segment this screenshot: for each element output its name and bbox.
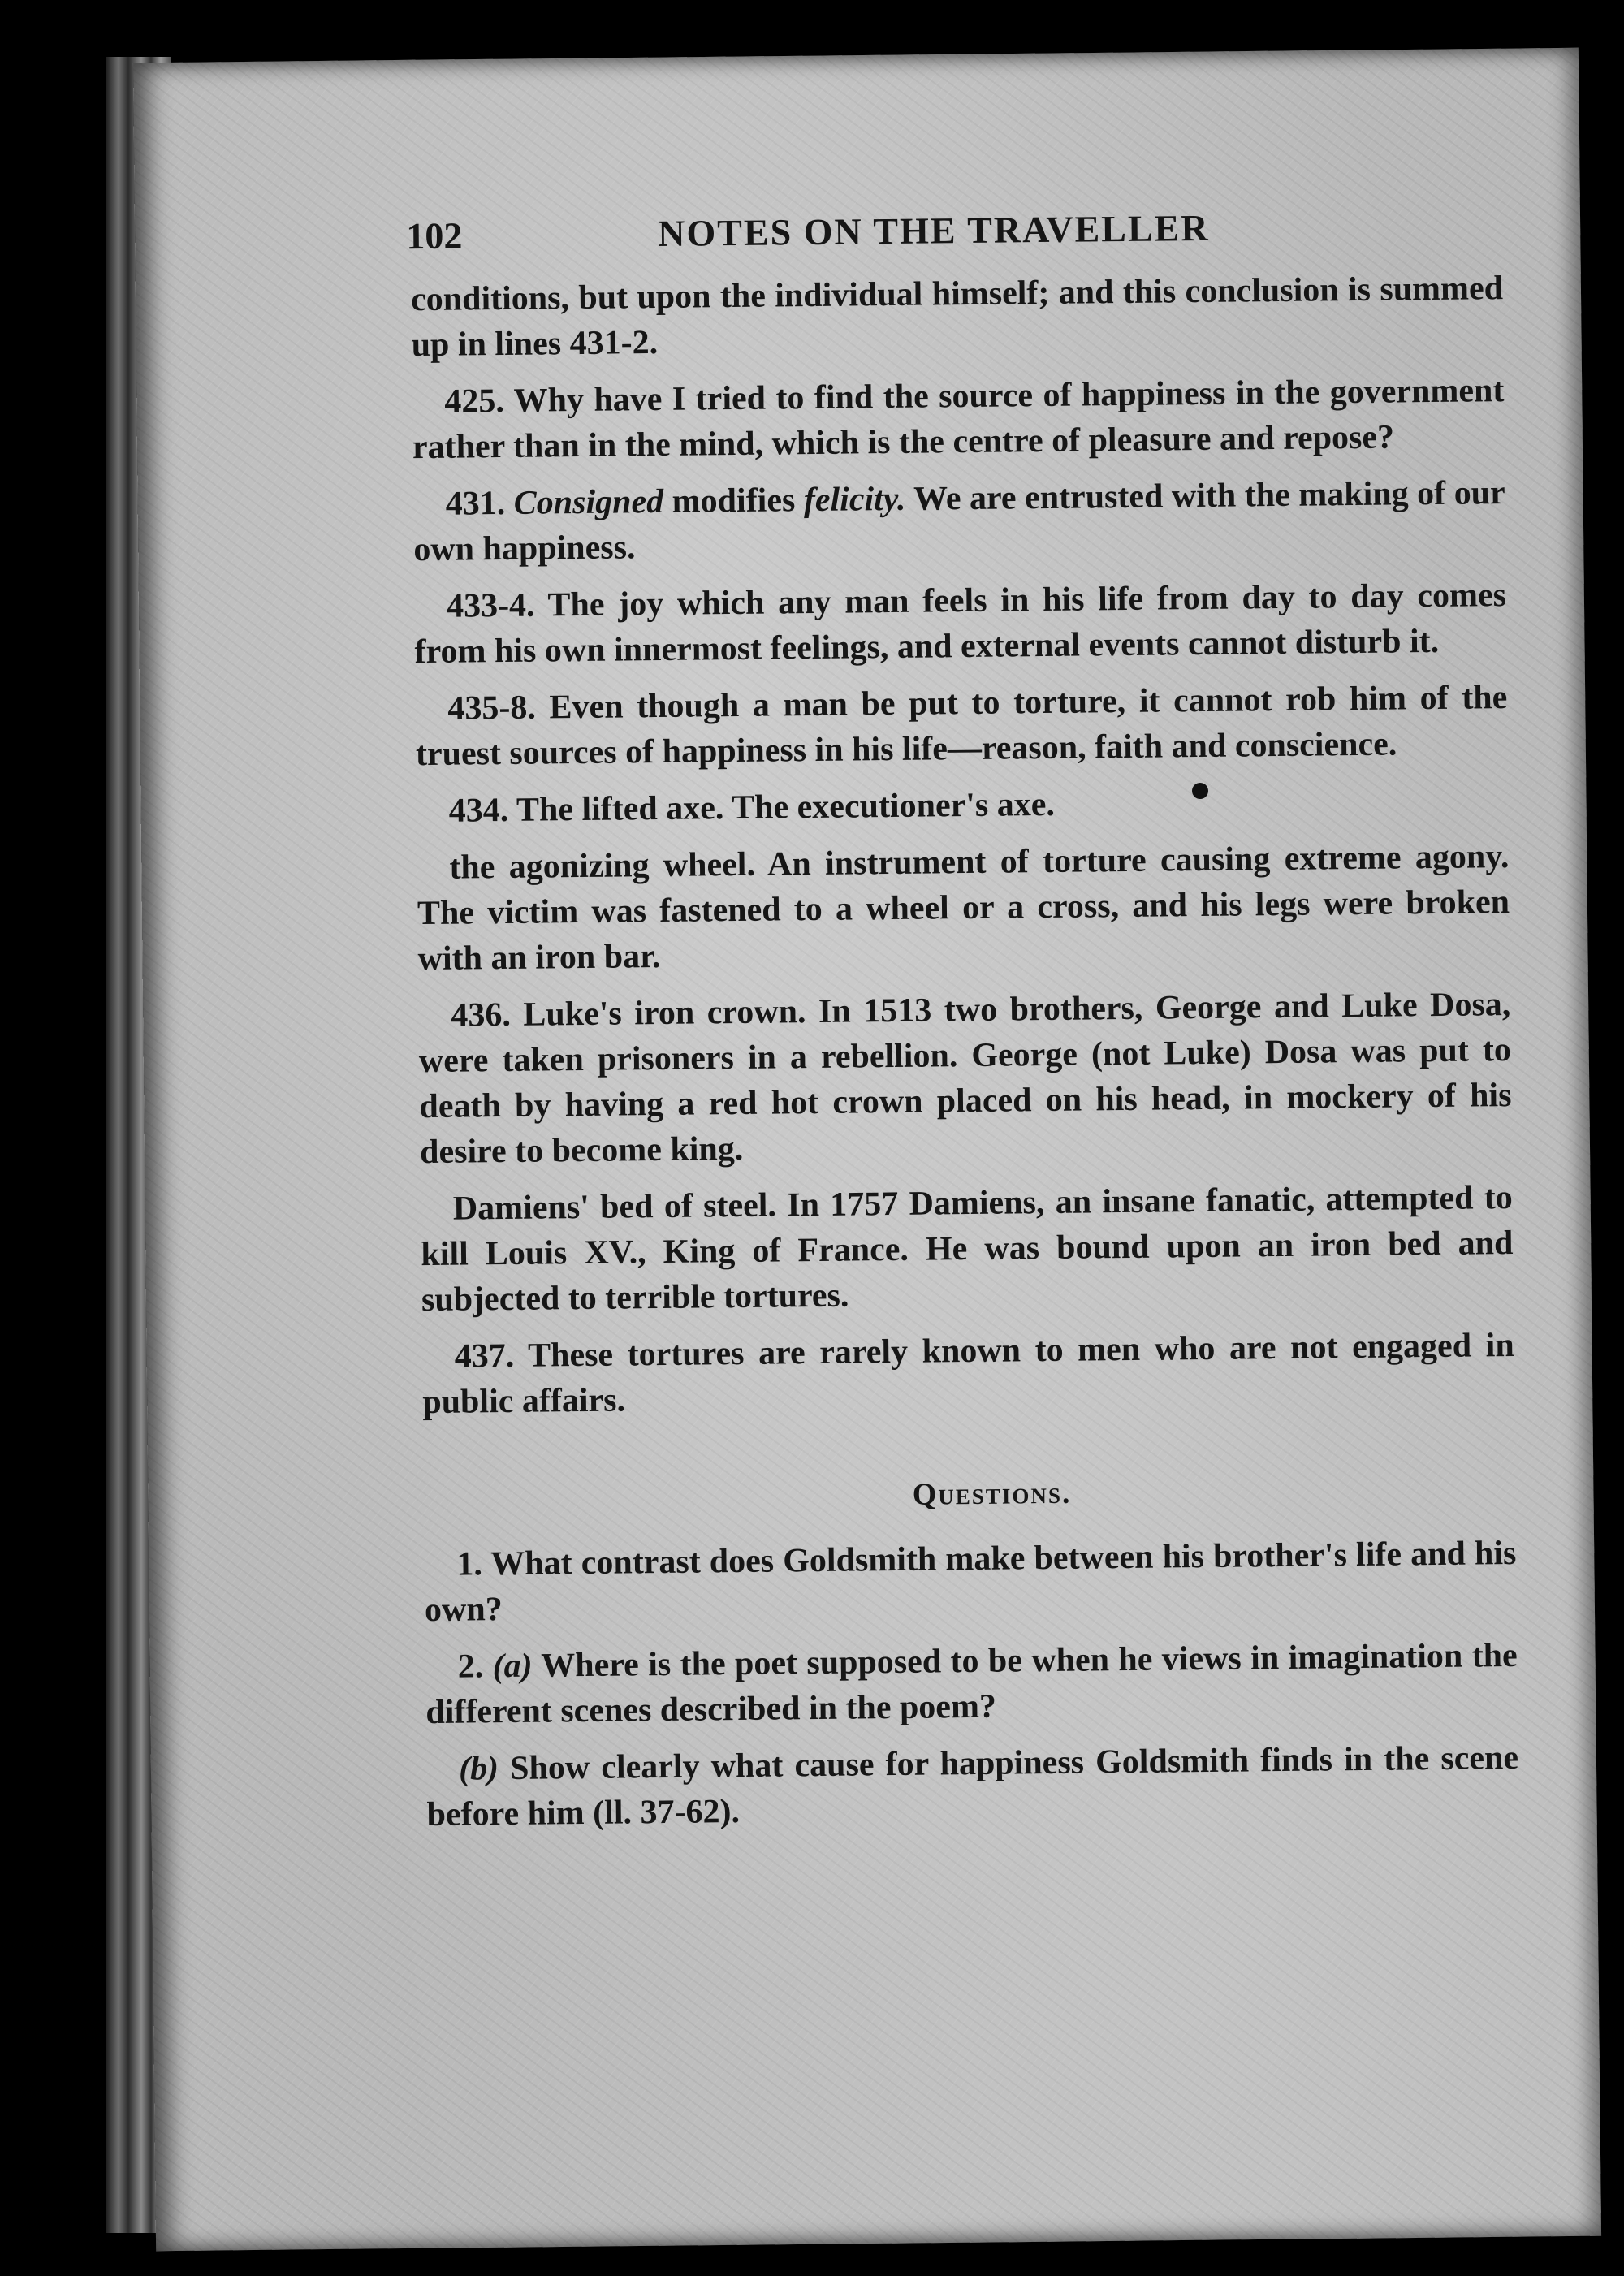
- note-ref: 437.: [454, 1337, 515, 1376]
- note-text: In 1513 two brothers, George and Luke Dosa, were taken prisoners in a rebellion. George (not Luke) Dosa was put to death by having a red hot crown placed on his head, in mockery of his desire to become king.: [418, 986, 1512, 1172]
- note-text: In 1757 Damiens, an insane fanatic, attempted to kill Louis XV., King of France. He was bound upon an iron bed and subjected to terrible tortures.: [421, 1179, 1514, 1319]
- question-ref: 1.: [456, 1545, 483, 1583]
- note-437: [279, 1323, 1514, 1427]
- question-sub: (b): [458, 1750, 499, 1788]
- note-term: Consigned: [513, 482, 664, 522]
- note-431: [270, 470, 1505, 574]
- note-435-8: [273, 675, 1508, 779]
- note-425: [270, 368, 1505, 472]
- note-agonizing-wheel: [274, 834, 1510, 983]
- note-ref: 435-8.: [447, 689, 537, 728]
- note-ref: 431.: [445, 484, 506, 523]
- note-text: The executioner's axe.: [731, 785, 1056, 827]
- note-term: The lifted axe.: [516, 789, 724, 829]
- note-433-4: [272, 572, 1507, 676]
- note-text: Why have I tried to find the source of happiness in the government rather than in the mind, which is the centre of pleasure and repose?: [412, 372, 1505, 467]
- questions-heading: Questions.: [912, 1475, 1072, 1512]
- question-sub: (a): [492, 1647, 533, 1686]
- note-434: [274, 777, 1509, 836]
- note-term: the agonizing wheel.: [449, 845, 756, 887]
- note-ref: 436.: [451, 995, 512, 1034]
- note-436: [276, 982, 1512, 1177]
- note-term: Luke's iron crown.: [523, 993, 806, 1034]
- question-text: Show clearly what cause for happiness Goldsmith finds in the scene before him (ll. 37-62).: [426, 1738, 1519, 1834]
- note-term: felicity.: [803, 480, 906, 520]
- paragraph-text: conditions, but upon the individual himself; and this conclusion is summed up in lines 431-2.: [410, 270, 1504, 365]
- note-damiens-bed: [279, 1175, 1514, 1324]
- note-connector: modifies: [672, 482, 796, 520]
- paragraph-continuation: [269, 266, 1504, 369]
- question-ref: 2.: [457, 1648, 484, 1686]
- question-2a: [283, 1633, 1518, 1737]
- note-ref: 433-4.: [446, 586, 535, 625]
- note-text: An instrument of torture causing extreme agony. The victim was fastened to a wheel or a cross, and his legs were broken with an iron bar.: [417, 838, 1510, 978]
- note-term: Damiens' bed of steel.: [452, 1186, 777, 1228]
- running-head: NOTES ON THE TRAVELLER: [657, 206, 1210, 254]
- page-content: [268, 202, 1519, 1851]
- page-number: 102: [406, 214, 463, 257]
- note-ref: 425.: [444, 382, 505, 421]
- question-text: Where is the poet supposed to be when he views in imagination the different scenes described in the poem?: [425, 1636, 1518, 1732]
- note-text: The joy which any man feels in his life from day to day comes from his own innermost feelings, and external events cannot disturb it.: [414, 577, 1507, 672]
- question-text: What contrast does Goldsmith make between his brother's life and his own?: [424, 1534, 1517, 1630]
- question-1: [282, 1531, 1517, 1635]
- question-2b: [284, 1735, 1519, 1839]
- note-text: We are entrusted with the making of our own happiness.: [413, 474, 1505, 569]
- note-text: Even though a man be put to torture, it cannot rob him of the truest sources of happiness in his life—reason, faith and conscience.: [415, 679, 1508, 774]
- note-ref: 434.: [448, 791, 509, 830]
- note-text: These tortures are rarely known to men who are not engaged in public affairs.: [422, 1327, 1514, 1422]
